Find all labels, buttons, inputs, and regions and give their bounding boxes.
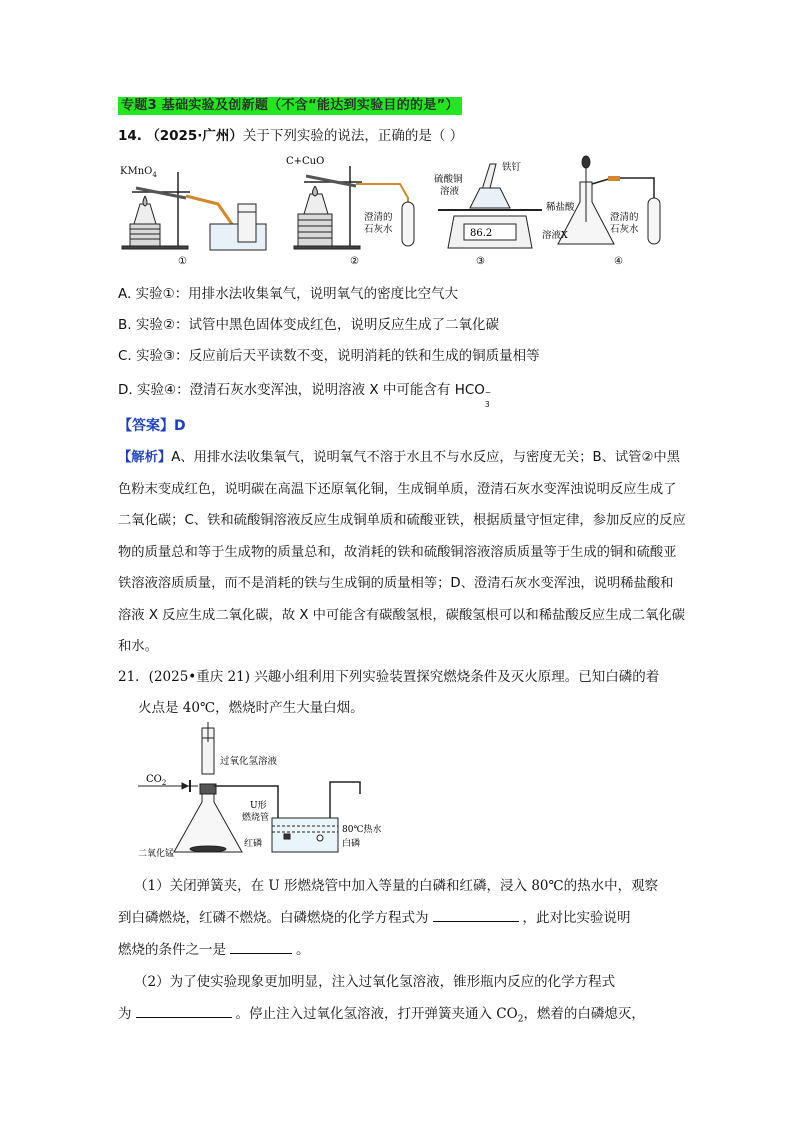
question-14-stem [118, 124, 463, 144]
label-limewater-2b: 石灰水 [610, 224, 639, 235]
label-hcl: 稀盐酸 [546, 202, 575, 213]
balance-reading: 86.2 [470, 228, 493, 239]
answer-label: 【答案】 [118, 418, 174, 434]
label-n3: ③ [476, 256, 485, 267]
option-d-text: D. 实验④：澄清石灰水变浑浊，说明溶液 X 中可能含有 HCO [118, 382, 485, 398]
explanation [118, 442, 686, 663]
q21-sub-1-line-b: 到白磷燃烧，红磷不燃烧。白磷燃烧的化学方程式为 ，此对比实验说明 [118, 902, 688, 934]
label-n1: ① [178, 256, 187, 267]
blank-1[interactable] [433, 907, 519, 922]
question-number: 14. [118, 128, 142, 144]
label-red-phosphorus: 红磷 [244, 839, 263, 849]
label-limewater-1: 澄清的 [364, 212, 393, 223]
label-white-phosphorus: 白磷 [342, 839, 361, 849]
apparatus-4 [558, 156, 660, 244]
option-a: A. 实验①：用排水法收集氧气，说明氧气的密度比空气大 [118, 286, 459, 302]
q21-sub-1-line-c: 燃烧的条件之一是 。 [118, 934, 688, 966]
label-utube-2: 燃烧管 [242, 813, 270, 823]
label-c-cuo: C+CuO [286, 156, 325, 167]
answer-value: D [174, 418, 186, 434]
explanation-label: 【解析】 [118, 450, 172, 465]
option-d-sup: − [484, 388, 492, 397]
q21-sub-2-line-b: 为 。停止注入过氧化氢溶液，打开弹簧夹通入 $CO_2$，燃着的白磷熄灭， [118, 998, 688, 1036]
apparatus-2 [294, 166, 414, 249]
question-source: （2025·广州） [146, 128, 243, 144]
label-utube-1: U形 [250, 801, 267, 811]
label-n4: ④ [614, 256, 623, 267]
option-d-sub: 3 [484, 400, 490, 409]
topic-heading: 专题3 基础实验及创新题（不含“能达到实验目的的是”） [118, 97, 462, 115]
label-n2: ② [350, 256, 359, 267]
label-mno2: 二氧化锰 [138, 849, 175, 859]
explanation-text: A、用排水法收集氧气，说明氧气不溶于水且不与水反应，与密度无关；B、试管②中黑色粉末变成红色，说明碳在高温下还原氧化铜，生成铜单质，澄清石灰水变浑浊说明反应生成了二氧化碳；C、铁和硫酸铜溶液反应生成铜单质和硫酸亚铁，根据质量守恒定律，参加反应的反应物的质量总和等于生成物的质量总和，故消耗的铁和硫酸铜溶液溶质质量等于生成的铜和硫酸亚铁溶液溶质质量，而不是消耗的铁与生成铜的质量相等；D、澄清石灰水变浑浊，说明稀盐酸和溶液 X 反应生成二氧化碳，故 X 中可能含有碳酸氢根，碳酸氢根可以和稀盐酸反应生成二氧化碳和水。 [118, 450, 686, 654]
q14-experiment-figure [118, 152, 698, 270]
label-kmno4: KMnO$_4$ [120, 166, 157, 179]
blank-3[interactable] [136, 1003, 232, 1018]
q21-sub-1-line-a: （1）关闭弹簧夹，在 U 形燃烧管中加入等量的白磷和红磷，浸入 80℃的热水中，观察 [134, 878, 659, 894]
label-co2: $CO_2$ [146, 774, 167, 787]
label-h2o2: 过氧化氢溶液 [220, 756, 278, 767]
question-text: 关于下列实验的说法，正确的是（ ） [242, 128, 464, 144]
label-solution-x: 溶液X [542, 230, 568, 241]
answer [118, 415, 186, 435]
label-limewater-2: 澄清的 [610, 212, 639, 223]
apparatus-1 [122, 172, 266, 250]
q21-sub-2 [118, 966, 688, 1036]
option-b: B. 实验②：试管中黑色固体变成红色，说明反应生成了二氧化碳 [118, 317, 499, 333]
option-d [118, 378, 493, 409]
question-21-line-2: 火点是 40℃，燃烧时产生大量白烟。 [138, 700, 364, 716]
q21-apparatus-figure [138, 722, 398, 862]
label-iron-nail: 铁钉 [502, 162, 522, 173]
label-cuso4-b: 溶液 [440, 186, 460, 197]
q21-sub-1 [118, 870, 688, 966]
blank-2[interactable] [230, 939, 292, 954]
question-21-line-1: 21．(2025•重庆 21) 兴趣小组利用下列实验装置探究燃烧条件及灭火原理。已知白磷的着 [118, 669, 660, 685]
question-21-stem [118, 662, 688, 724]
label-limewater-1b: 石灰水 [364, 224, 393, 235]
q21-sub-2-line-a: （2）为了使实验现象更加明显，注入过氧化氢溶液，锥形瓶内反应的化学方程式 [134, 974, 616, 990]
label-hot-water: 80℃热水 [342, 825, 382, 835]
option-c: C. 实验③：反应前后天平读数不变，说明消耗的铁和生成的铜质量相等 [118, 348, 540, 364]
label-cuso4-a: 硫酸铜 [434, 174, 463, 185]
